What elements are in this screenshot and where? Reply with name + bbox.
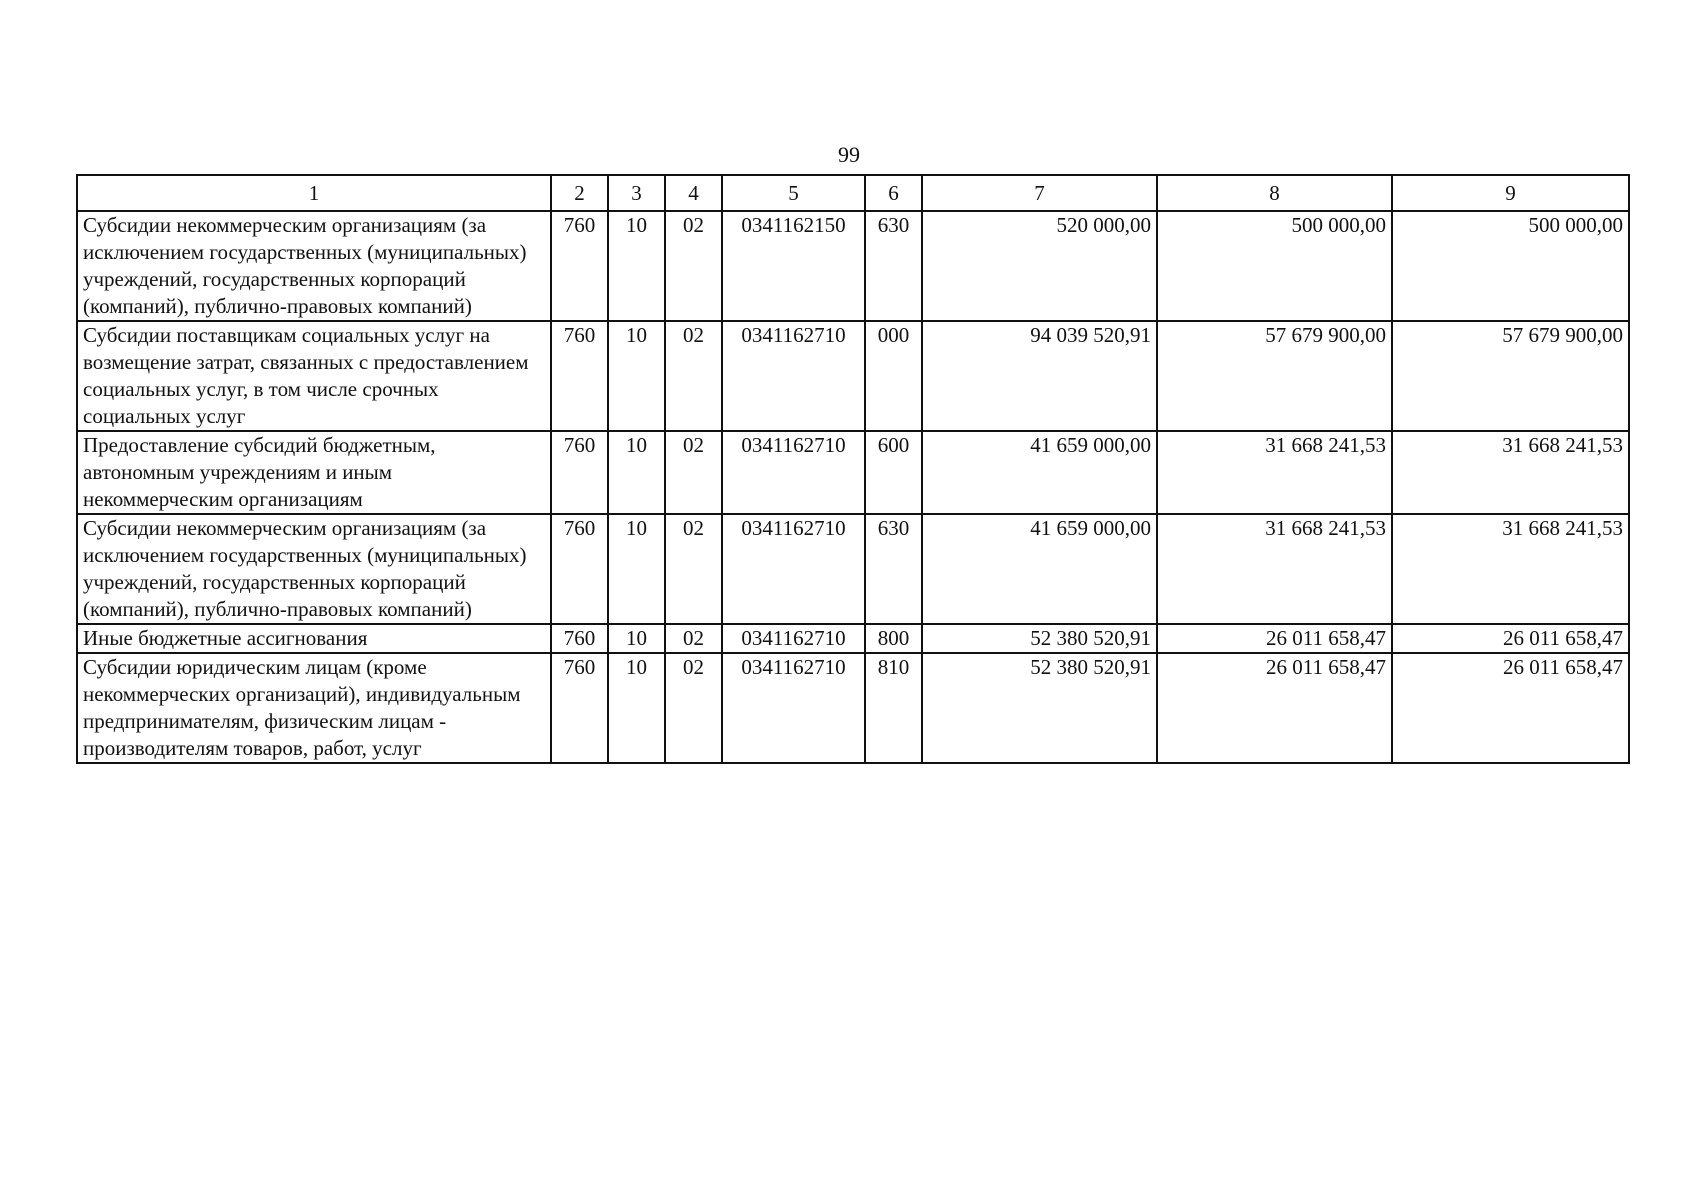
- amount-cell: 57 679 900,00: [1392, 321, 1629, 431]
- table-row: [77, 431, 1629, 514]
- code-cell: 10: [608, 653, 665, 763]
- code-cell: 760: [551, 431, 608, 514]
- code-cell: 10: [608, 321, 665, 431]
- code-cell: 0341162150: [722, 211, 865, 321]
- code-cell: 760: [551, 211, 608, 321]
- item-name: Предоставление субсидий бюджетным, автономным учреждениям и иным некоммерческим организациям: [77, 431, 551, 514]
- code-cell: 760: [551, 624, 608, 653]
- amount-cell: 94 039 520,91: [922, 321, 1157, 431]
- item-name: Субсидии некоммерческим организациям (за исключением государственных (муниципальных) учреждений, государственных корпораций (компаний), публично-правовых компаний): [77, 514, 551, 624]
- page-number: 99: [838, 142, 860, 167]
- code-cell: 10: [608, 514, 665, 624]
- amount-cell: 26 011 658,47: [1157, 653, 1392, 763]
- code-cell: 02: [665, 653, 722, 763]
- amount-cell: 500 000,00: [1157, 211, 1392, 321]
- code-cell: 760: [551, 321, 608, 431]
- column-header: 8: [1157, 175, 1392, 211]
- column-number-row: [77, 175, 1629, 211]
- table-row: [77, 653, 1629, 763]
- code-cell: 02: [665, 211, 722, 321]
- amount-cell: 52 380 520,91: [922, 653, 1157, 763]
- table-row: [77, 321, 1629, 431]
- amount-cell: 26 011 658,47: [1157, 624, 1392, 653]
- code-cell: 0341162710: [722, 431, 865, 514]
- code-cell: 760: [551, 653, 608, 763]
- column-header: 3: [608, 175, 665, 211]
- amount-cell: 41 659 000,00: [922, 514, 1157, 624]
- amount-cell: 520 000,00: [922, 211, 1157, 321]
- code-cell: 0341162710: [722, 653, 865, 763]
- column-header: 5: [722, 175, 865, 211]
- budget-table: [76, 174, 1630, 764]
- amount-cell: 31 668 241,53: [1392, 514, 1629, 624]
- code-cell: 02: [665, 514, 722, 624]
- column-header: 4: [665, 175, 722, 211]
- amount-cell: 41 659 000,00: [922, 431, 1157, 514]
- item-name: Субсидии поставщикам социальных услуг на возмещение затрат, связанных с предоставлением социальных услуг, в том числе срочных социальных услуг: [77, 321, 551, 431]
- code-cell: 760: [551, 514, 608, 624]
- code-cell: 02: [665, 431, 722, 514]
- column-header: 1: [77, 175, 551, 211]
- amount-cell: 500 000,00: [1392, 211, 1629, 321]
- column-header: 7: [922, 175, 1157, 211]
- amount-cell: 52 380 520,91: [922, 624, 1157, 653]
- code-cell: 810: [865, 653, 922, 763]
- item-name: Субсидии юридическим лицам (кроме некоммерческих организаций), индивидуальным предпринимателям, физическим лицам - производителям товаров, работ, услуг: [77, 653, 551, 763]
- code-cell: 600: [865, 431, 922, 514]
- table-row: [77, 211, 1629, 321]
- code-cell: 0341162710: [722, 514, 865, 624]
- code-cell: 630: [865, 211, 922, 321]
- item-name: Иные бюджетные ассигнования: [77, 624, 551, 653]
- column-header: 6: [865, 175, 922, 211]
- code-cell: 02: [665, 624, 722, 653]
- code-cell: 0341162710: [722, 624, 865, 653]
- code-cell: 000: [865, 321, 922, 431]
- code-cell: 10: [608, 624, 665, 653]
- amount-cell: 26 011 658,47: [1392, 653, 1629, 763]
- amount-cell: 26 011 658,47: [1392, 624, 1629, 653]
- column-header: 9: [1392, 175, 1629, 211]
- amount-cell: 31 668 241,53: [1157, 514, 1392, 624]
- code-cell: 10: [608, 211, 665, 321]
- code-cell: 630: [865, 514, 922, 624]
- item-name: Субсидии некоммерческим организациям (за исключением государственных (муниципальных) учреждений, государственных корпораций (компаний), публично-правовых компаний): [77, 211, 551, 321]
- table-row: [77, 514, 1629, 624]
- table-row: [77, 624, 1629, 653]
- amount-cell: 31 668 241,53: [1157, 431, 1392, 514]
- amount-cell: 31 668 241,53: [1392, 431, 1629, 514]
- column-header: 2: [551, 175, 608, 211]
- code-cell: 10: [608, 431, 665, 514]
- amount-cell: 57 679 900,00: [1157, 321, 1392, 431]
- code-cell: 0341162710: [722, 321, 865, 431]
- code-cell: 02: [665, 321, 722, 431]
- code-cell: 800: [865, 624, 922, 653]
